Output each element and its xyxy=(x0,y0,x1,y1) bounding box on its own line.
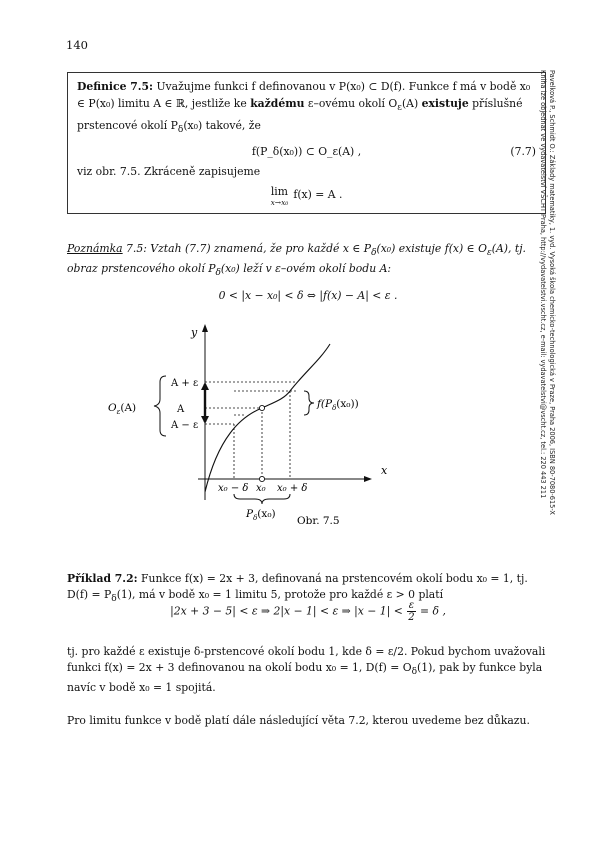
page-number: 140 xyxy=(66,38,88,52)
label-x0: x₀ xyxy=(256,483,266,494)
label-a-minus-epsilon: A − ε xyxy=(171,420,199,431)
label-o-epsilon-a: $O_\varepsilon(A)$ xyxy=(108,402,137,416)
definition-p1-d-sub: δ xyxy=(177,125,184,136)
limit-expression: f(x) = A . xyxy=(293,188,343,202)
interval-arrow-up xyxy=(201,382,209,390)
label-x0-minus-delta: x₀ − δ xyxy=(218,483,249,494)
y-axis-arrow xyxy=(202,324,208,332)
figure-caption: Obr. 7.5 xyxy=(297,515,340,525)
limit-subscript: x→x₀ xyxy=(270,198,289,208)
hole-point-on-curve xyxy=(259,405,264,410)
guide-lines xyxy=(205,382,296,479)
note-label-num: 7.5: xyxy=(122,242,147,255)
definition-p1-e: (x₀) takové, že xyxy=(183,119,261,133)
definition-label: Definice 7.5: xyxy=(77,80,154,93)
label-p-delta-x0: $P_\delta(x_0)$ xyxy=(246,508,276,522)
definition-text xyxy=(77,78,536,139)
limit-word: lim xyxy=(270,185,289,199)
note-sub-1: δ xyxy=(371,248,377,259)
example-cont-a: tj. pro každé ε existuje δ-prstencové okolí bodu 1, kde δ = ε/2. Pokud bychom uvažovali funkci f(x) = 2x + 3 definovanou na okolí bodu x₀ = 1, D(f) = O xyxy=(67,645,546,674)
label-x0-plus-delta: x₀ + δ xyxy=(277,483,308,494)
fraction-denominator: 2 xyxy=(408,612,415,623)
figure-7-5 xyxy=(100,320,400,525)
note-text-c: (A), tj. obraz prstencového okolí P xyxy=(67,242,526,276)
hole-point-on-axis xyxy=(259,476,264,481)
x-axis-label: x xyxy=(381,464,388,477)
left-brace xyxy=(154,376,166,436)
fraction-epsilon-over-2 xyxy=(407,600,415,623)
note-sub-2: ε xyxy=(486,248,492,259)
interval-arrow-down xyxy=(201,416,209,424)
definition-box xyxy=(67,72,546,214)
example-eq-left: |2x + 3 − 5| < ε ⇒ 2|x − 1| < ε ⇒ |x − 1| < xyxy=(170,604,403,618)
x-axis-arrow xyxy=(364,476,372,482)
bottom-brace xyxy=(234,494,290,504)
definition-p1-b: ε–ovému okolí O xyxy=(304,97,398,110)
side-note-line-2: Kniha lze objednat ve vydavatelství VŠCHT Praha, http://vydavatelstvi.vscht.cz, e-mail: vydavatelstvi@vscht.cz, tel.: 220 443 211 xyxy=(539,70,547,499)
label-f-p-delta: $f(P_\delta(x_0))$ xyxy=(317,398,359,412)
example-text-2: (1), má v bodě x₀ = 1 limitu 5, protože pro každé ε > 0 platí xyxy=(116,588,444,601)
example-label: Příklad 7.2: xyxy=(67,572,138,585)
function-curve xyxy=(205,344,330,492)
label-a: A xyxy=(177,404,185,415)
definition-bold-existuje: existuje xyxy=(421,97,469,110)
note-paragraph xyxy=(67,241,549,281)
limit-formula xyxy=(77,186,536,207)
note-equation: 0 < |x − x₀| < δ ⇔ |f(x) − A| < ε . xyxy=(218,289,398,302)
note-label: Poznámka xyxy=(67,242,123,255)
definition-p1-a: Uvažujme funkci f definovanou v P(x₀) ⊂ D(f). Funkce f má v bodě x₀ ∈ P(x₀) limitu A ∈ ℝ, jestliže ke xyxy=(77,80,531,110)
example-equation xyxy=(67,600,549,623)
definition-p1-c: (A) xyxy=(401,97,422,110)
equation-7-7 xyxy=(77,143,536,163)
label-a-plus-epsilon: A + ε xyxy=(171,378,199,389)
equation-7-7-expr: f(P_δ(x₀)) ⊂ O_ε(A) , xyxy=(251,145,362,159)
note-sub-3: δ xyxy=(215,268,221,279)
example-eq-right: = δ , xyxy=(420,604,446,618)
example-continuation xyxy=(67,644,549,696)
example-cont-b: (1), pak by funkce byla navíc v bodě x₀ = 1 spojitá. xyxy=(67,661,543,695)
definition-bold-kazdemu: každému xyxy=(250,97,305,110)
note-text-d: (x₀) leží v ε–ovém okolí bodu A: xyxy=(220,262,392,276)
right-brace xyxy=(304,391,314,415)
example-sub-1: δ xyxy=(111,594,117,605)
example-cont-sub: δ xyxy=(411,667,418,678)
definition-p2: viz obr. 7.5. Zkráceně zapisujeme xyxy=(77,165,261,179)
definition-p1-d: příslušné prstencové okolí P xyxy=(77,97,523,133)
note-text-b: (x₀) existuje f(x) ∈ O xyxy=(376,242,487,255)
y-axis-label: y xyxy=(191,326,198,339)
final-paragraph: Pro limitu funkce v bodě platí dále následující věta 7.2, kterou uvedeme bez důkazu. xyxy=(67,714,530,727)
example-text-1: Funkce f(x) = 2x + 3, definovaná na prstencovém okolí bodu x₀ = 1, tj. D(f) = P xyxy=(67,572,528,601)
side-note-line-1: Pavelková P., Schmidt O.: Základy matematiky, 1. vyd. Vysoká škola chemicko-technologická v Praze, Praha 2006, ISBN 80-7080-615-X xyxy=(548,70,556,515)
equation-number: (7.7) xyxy=(510,145,536,159)
fraction-numerator: ε xyxy=(408,600,415,611)
note-text-a: Vztah (7.7) znamená, že pro každé x ∈ P xyxy=(146,242,372,255)
definition-p1-b-sub: ε xyxy=(397,103,402,114)
